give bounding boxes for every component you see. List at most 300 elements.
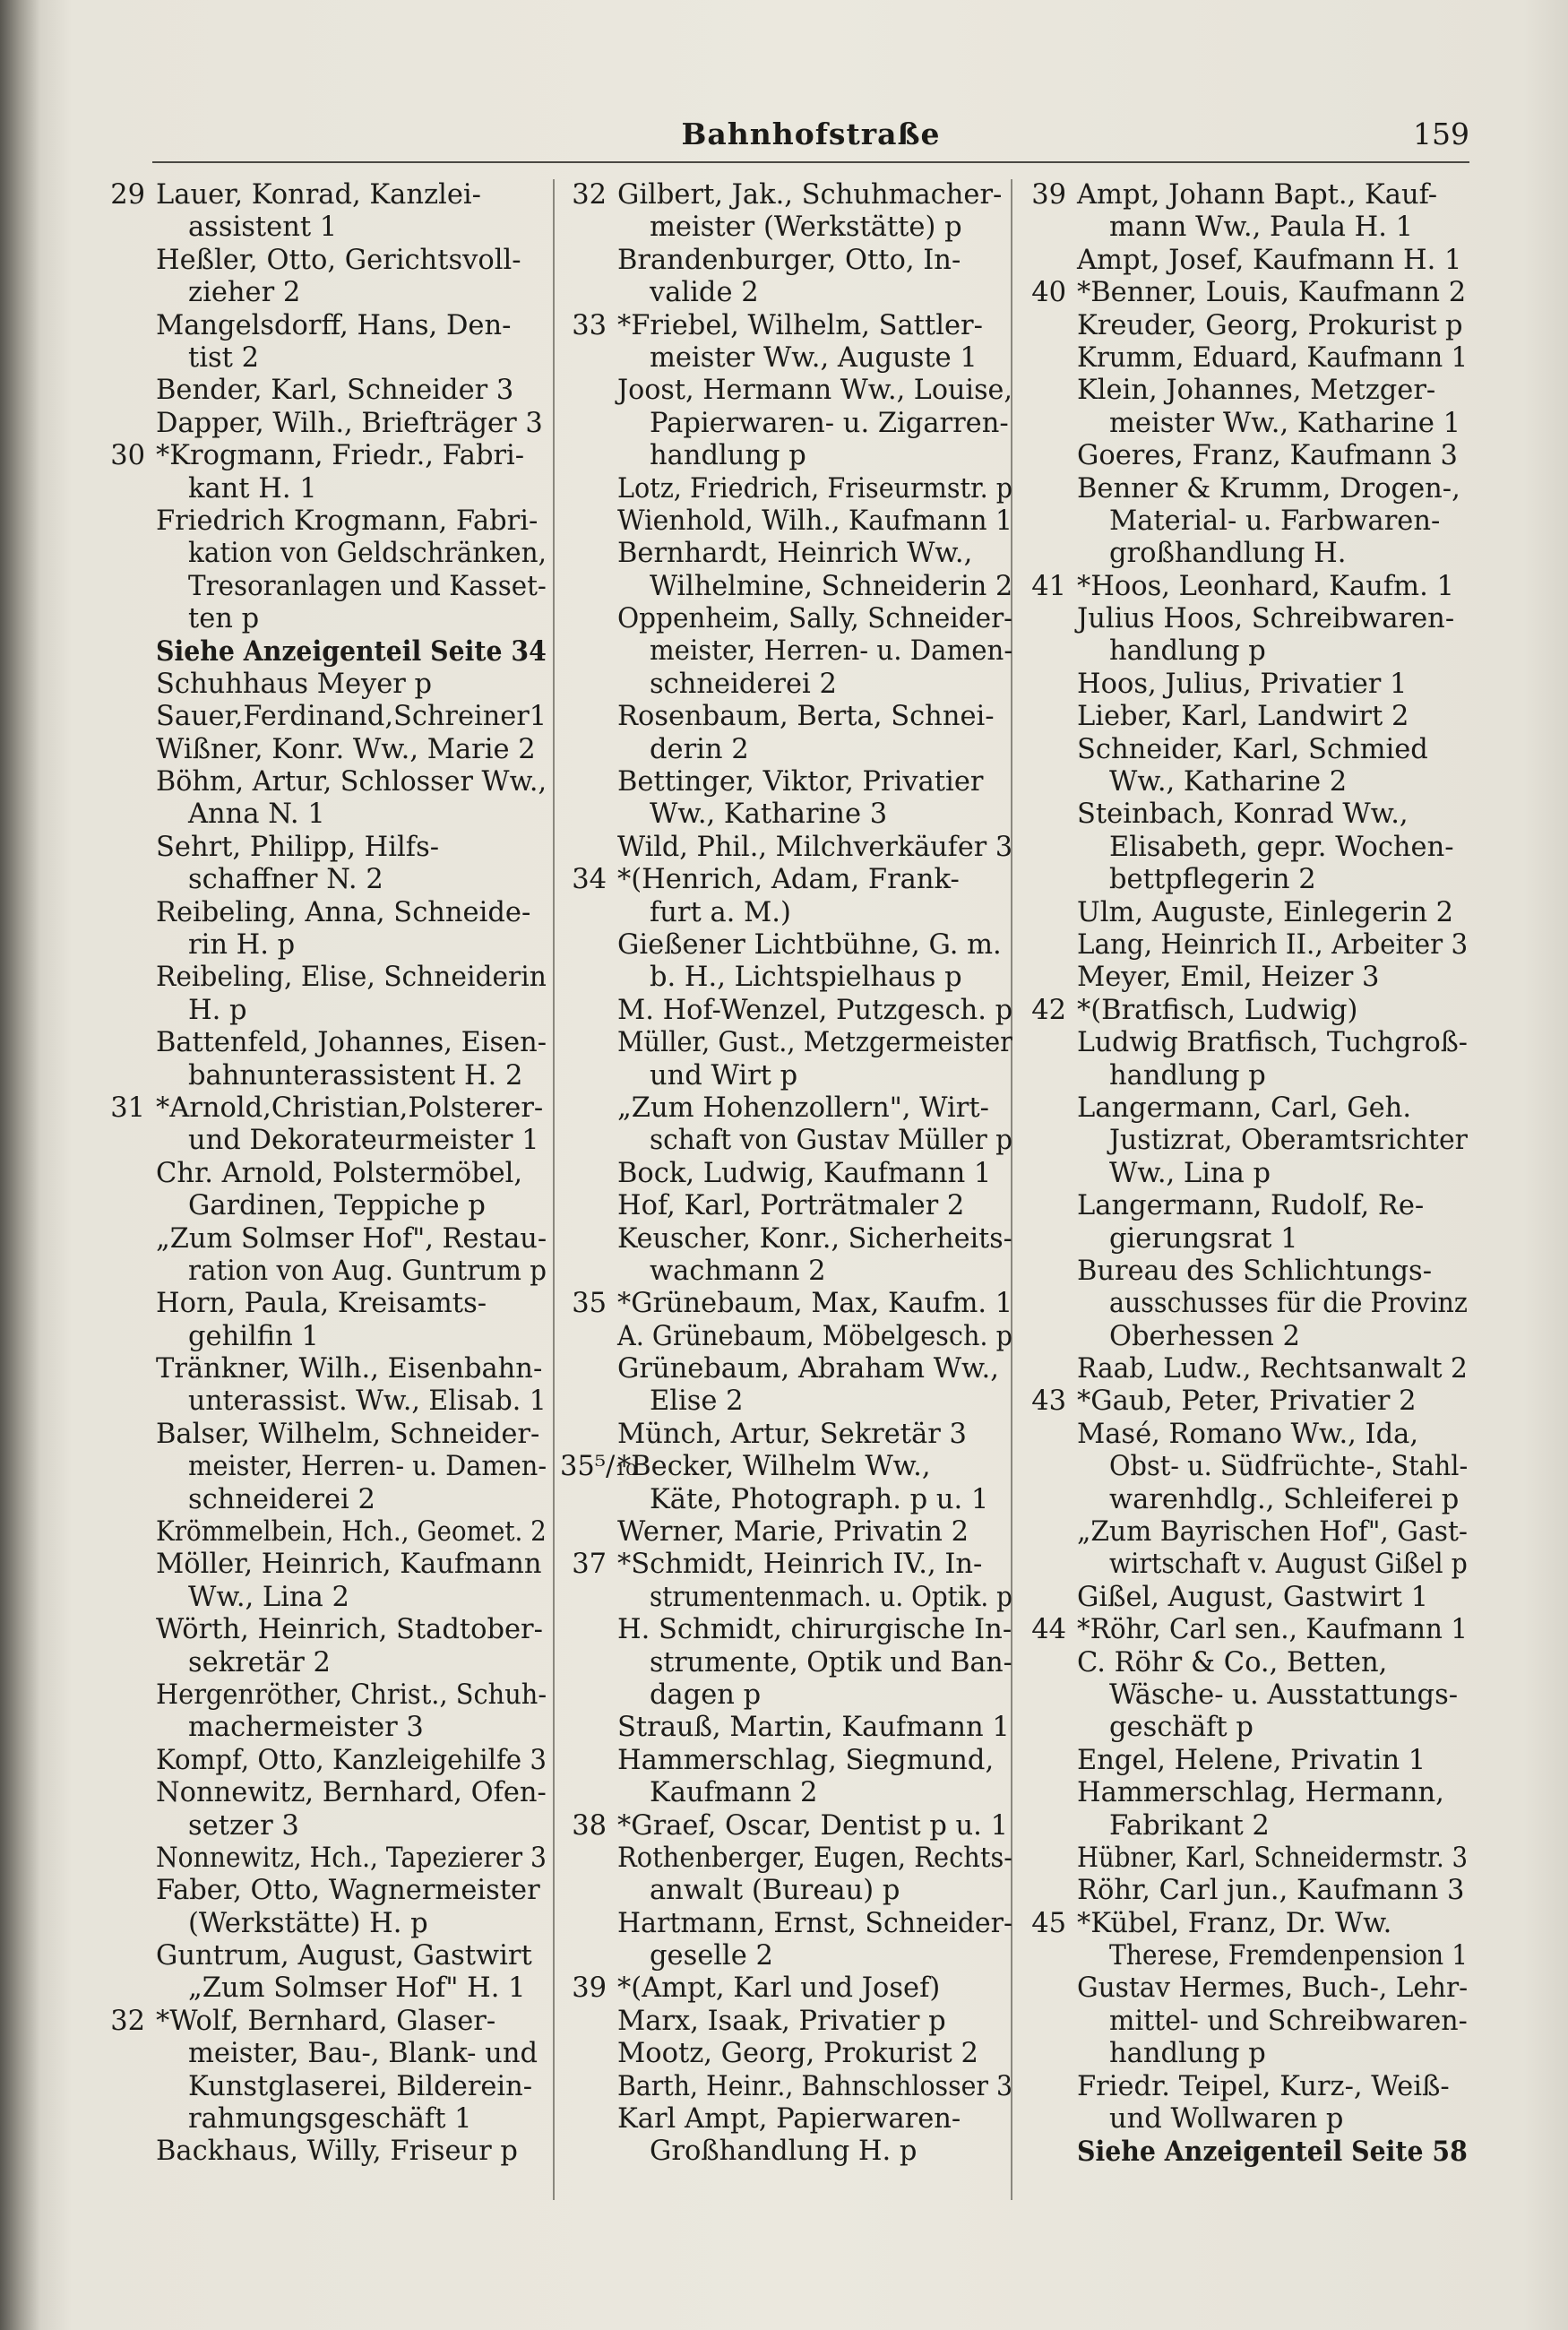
entry-text: Dapper, Wilh., Briefträger 3 bbox=[156, 407, 543, 439]
directory-entry-line bbox=[560, 1647, 1012, 1679]
directory-entry-line bbox=[1020, 505, 1468, 538]
entry-text: furt a. M.) bbox=[650, 896, 791, 928]
directory-entry-line bbox=[1020, 734, 1468, 766]
entry-text: schaffner N. 2 bbox=[188, 864, 383, 896]
entry-text: und Wirt p bbox=[650, 1059, 798, 1092]
entry-text: ten p bbox=[188, 603, 260, 635]
directory-entry-line bbox=[560, 342, 1012, 375]
directory-entry-line bbox=[99, 766, 547, 798]
directory-entry-line bbox=[560, 1353, 1012, 1385]
entry-text: Müller, Gust., Metzgermeister bbox=[617, 1027, 1012, 1059]
directory-entry-line bbox=[99, 1875, 547, 1907]
directory-entry-line bbox=[99, 1223, 547, 1256]
directory-entry-line bbox=[1020, 1288, 1468, 1320]
house-number: 42 bbox=[1031, 994, 1066, 1026]
entry-text: Lauer, Konrad, Kanzlei- bbox=[156, 179, 481, 211]
directory-entry-line bbox=[99, 1940, 547, 1972]
entry-text: Balser, Wilhelm, Schneider- bbox=[156, 1418, 540, 1450]
directory-entry-line bbox=[99, 1549, 547, 1581]
directory-entry-line bbox=[99, 1190, 547, 1222]
directory-entry-line bbox=[560, 832, 1012, 864]
entry-text: *Gaub, Peter, Privatier 2 bbox=[1077, 1385, 1417, 1418]
directory-entry-line bbox=[99, 2103, 547, 2136]
directory-entry-line bbox=[560, 473, 1012, 505]
entry-text: Ampt, Johann Bapt., Kauf- bbox=[1077, 179, 1438, 211]
entry-text: handlung p bbox=[650, 440, 806, 472]
advertisement-reference bbox=[99, 635, 547, 668]
entry-text: kant H. 1 bbox=[188, 472, 317, 505]
entry-text: Obst- u. Südfrüchte-, Stahl- bbox=[1109, 1451, 1469, 1483]
entry-text: Siehe Anzeigenteil Seite 58 bbox=[1077, 2136, 1468, 2169]
entry-text: setzer 3 bbox=[188, 1809, 299, 1842]
house-number: 35 bbox=[572, 1288, 607, 1320]
entry-text: Mootz, Georg, Prokurist 2 bbox=[617, 2038, 978, 2070]
directory-entry-line bbox=[1020, 635, 1468, 668]
directory-entry-line bbox=[99, 1353, 547, 1385]
directory-entry-line bbox=[99, 2071, 547, 2103]
entry-text: Heßler, Otto, Gerichtsvoll- bbox=[156, 244, 521, 276]
directory-entry-line bbox=[1020, 408, 1468, 440]
directory-entry-line bbox=[560, 1451, 1012, 1483]
entry-text: Sauer,Ferdinand,Schreiner1 bbox=[156, 701, 547, 733]
entry-text: warenhdlg., Schleiferei p bbox=[1109, 1483, 1460, 1515]
house-number: 30 bbox=[110, 440, 145, 472]
entry-text: Battenfeld, Johannes, Eisen- bbox=[156, 1027, 547, 1059]
entry-text: Raab, Ludw., Rechtsanwalt 2 bbox=[1077, 1353, 1468, 1385]
directory-entry-line bbox=[1020, 1777, 1468, 1809]
entry-text: Möller, Heinrich, Kaufmann bbox=[156, 1549, 542, 1581]
entry-text: Nonnewitz, Hch., Tapezierer 3 bbox=[156, 1842, 547, 1874]
directory-entry-line bbox=[1020, 1419, 1468, 1451]
directory-column-3 bbox=[1020, 179, 1468, 2169]
entry-text: Ampt, Josef, Kaufmann H. 1 bbox=[1077, 244, 1462, 276]
directory-entry-line bbox=[560, 1582, 1012, 1614]
house-number: 33 bbox=[572, 309, 607, 341]
entry-text: bettpflegerin 2 bbox=[1109, 864, 1316, 896]
directory-entry-line bbox=[560, 1484, 1012, 1516]
entry-text: Münch, Artur, Sekretär 3 bbox=[617, 1418, 967, 1450]
directory-entry-line bbox=[99, 1027, 547, 1059]
directory-entry-line bbox=[1020, 1582, 1468, 1614]
entry-text: Bock, Ludwig, Kaufmann 1 bbox=[617, 1157, 992, 1189]
directory-entry-line bbox=[99, 1712, 547, 1744]
entry-text: Bettinger, Viktor, Privatier bbox=[617, 766, 984, 798]
directory-entry-line bbox=[1020, 1060, 1468, 1092]
directory-entry-line bbox=[1020, 1484, 1468, 1516]
directory-entry-line bbox=[560, 1842, 1012, 1875]
directory-entry-line bbox=[99, 1614, 547, 1646]
entry-text: (Werkstätte) H. p bbox=[188, 1907, 428, 1939]
entry-text: Schneider, Karl, Schmied bbox=[1077, 733, 1428, 765]
entry-text: Lieber, Karl, Landwirt 2 bbox=[1077, 701, 1409, 733]
entry-text: Masé, Romano Ww., Ida, bbox=[1077, 1418, 1419, 1450]
entry-text: Kompf, Otto, Kanzleigehilfe 3 bbox=[156, 1744, 547, 1776]
directory-entry-line bbox=[560, 310, 1012, 342]
entry-text: *Röhr, Carl sen., Kaufmann 1 bbox=[1077, 1614, 1468, 1646]
entry-text: Ww., Katharine 3 bbox=[650, 798, 888, 831]
entry-text: anwalt (Bureau) p bbox=[650, 1875, 900, 1907]
directory-entry-line bbox=[1020, 701, 1468, 733]
house-number: 44 bbox=[1031, 1614, 1066, 1646]
entry-text: Ww., Lina p bbox=[1109, 1157, 1271, 1189]
directory-entry-line bbox=[560, 1875, 1012, 1907]
directory-entry-line bbox=[1020, 211, 1468, 244]
entry-text: „Zum Solmser Hof" H. 1 bbox=[188, 1972, 526, 2005]
entry-text: Werner, Marie, Privatin 2 bbox=[617, 1516, 969, 1549]
directory-entry-line bbox=[1020, 571, 1468, 603]
directory-entry-line bbox=[560, 245, 1012, 277]
entry-text: Hergenröther, Christ., Schuh- bbox=[156, 1678, 547, 1711]
directory-entry-line bbox=[560, 734, 1012, 766]
directory-entry-line bbox=[1020, 2006, 1468, 2038]
directory-entry-line bbox=[1020, 440, 1468, 472]
directory-entry-line bbox=[99, 408, 547, 440]
entry-text: Kunstglaserei, Bilderein- bbox=[188, 2070, 533, 2102]
entry-text: Böhm, Artur, Schlosser Ww., bbox=[156, 766, 547, 798]
entry-text: Keuscher, Konr., Sicherheits- bbox=[617, 1222, 1012, 1255]
directory-entry-line bbox=[560, 897, 1012, 929]
directory-entry-line bbox=[560, 962, 1012, 994]
entry-text: H. Schmidt, chirurgische In- bbox=[617, 1614, 1012, 1646]
directory-entry-line bbox=[560, 864, 1012, 896]
entry-text: schneiderei 2 bbox=[188, 1483, 375, 1515]
directory-entry-line bbox=[560, 179, 1012, 211]
directory-entry-line bbox=[1020, 1647, 1468, 1679]
entry-text: schaft von Gustav Müller p bbox=[650, 1125, 1013, 1157]
directory-entry-line bbox=[560, 440, 1012, 472]
entry-text: Langermann, Carl, Geh. bbox=[1077, 1092, 1412, 1124]
house-number: 40 bbox=[1031, 277, 1066, 309]
entry-text: Wißner, Konr. Ww., Marie 2 bbox=[156, 733, 536, 765]
entry-text: Fabrikant 2 bbox=[1109, 1809, 1270, 1842]
house-number: 38 bbox=[572, 1809, 607, 1842]
directory-entry-line bbox=[99, 701, 547, 733]
entry-text: unterassist. Ww., Elisab. 1 bbox=[188, 1385, 547, 1418]
directory-entry-line bbox=[99, 1158, 547, 1190]
directory-entry-line bbox=[99, 473, 547, 505]
directory-entry-line bbox=[1020, 1190, 1468, 1222]
directory-entry-line bbox=[560, 1223, 1012, 1256]
entry-text: sekretär 2 bbox=[188, 1646, 331, 1678]
entry-text: Röhr, Carl jun., Kaufmann 3 bbox=[1077, 1875, 1465, 1907]
directory-entry-line bbox=[99, 310, 547, 342]
entry-text: *Krogmann, Friedr., Fabri- bbox=[156, 440, 525, 472]
directory-entry-line bbox=[99, 1745, 547, 1777]
entry-text: *(Henrich, Adam, Frank- bbox=[617, 864, 960, 896]
directory-entry-line bbox=[99, 277, 547, 309]
entry-text: Oppenheim, Sally, Schneider- bbox=[617, 603, 1013, 635]
entry-text: Gilbert, Jak., Schuhmacher- bbox=[617, 179, 1003, 211]
entry-text: assistent 1 bbox=[188, 211, 338, 244]
entry-text: wirtschaft v. August Gißel p bbox=[1109, 1549, 1468, 1581]
directory-entry-line bbox=[560, 1190, 1012, 1222]
entry-text: geschäft p bbox=[1109, 1712, 1254, 1744]
directory-entry-line bbox=[99, 929, 547, 962]
entry-text: Bender, Karl, Schneider 3 bbox=[156, 375, 514, 407]
entry-text: handlung p bbox=[1109, 2038, 1266, 2070]
directory-entry-line bbox=[560, 1614, 1012, 1646]
directory-entry-line bbox=[1020, 375, 1468, 407]
entry-text: *Benner, Louis, Kaufmann 2 bbox=[1077, 277, 1467, 309]
directory-entry-line bbox=[99, 669, 547, 701]
directory-entry-line bbox=[1020, 962, 1468, 994]
directory-entry-line bbox=[99, 798, 547, 831]
entry-text: Steinbach, Konrad Ww., bbox=[1077, 798, 1409, 831]
directory-entry-line bbox=[1020, 2038, 1468, 2070]
directory-entry-line bbox=[1020, 1516, 1468, 1549]
directory-entry-line bbox=[99, 1484, 547, 1516]
entry-text: Rosenbaum, Berta, Schnei- bbox=[617, 701, 995, 733]
entry-text: Julius Hoos, Schreibwaren- bbox=[1077, 603, 1455, 635]
entry-text: ausschusses für die Provinz bbox=[1109, 1288, 1468, 1320]
directory-entry-line bbox=[560, 2071, 1012, 2103]
entry-text: Großhandlung H. p bbox=[650, 2136, 918, 2168]
directory-entry-line bbox=[560, 669, 1012, 701]
entry-text: Rothenberger, Eugen, Rechts- bbox=[617, 1842, 1013, 1874]
directory-entry-line bbox=[1020, 1614, 1468, 1646]
directory-entry-line bbox=[99, 2038, 547, 2070]
entry-text: Wäsche- u. Ausstattungs- bbox=[1109, 1678, 1459, 1711]
entry-text: Klein, Johannes, Metzger- bbox=[1077, 375, 1436, 407]
entry-text: Ww., Katharine 2 bbox=[1109, 766, 1348, 798]
entry-text: Oberhessen 2 bbox=[1109, 1320, 1300, 1352]
entry-text: strumentenmach. u. Optik. p bbox=[650, 1581, 1012, 1613]
entry-text: Anna N. 1 bbox=[188, 798, 325, 831]
directory-entry-line bbox=[99, 1908, 547, 1940]
entry-text: *Wolf, Bernhard, Glaser- bbox=[156, 2005, 496, 2037]
entry-text: gehilfin 1 bbox=[188, 1320, 319, 1352]
entry-text: M. Hof-Wenzel, Putzgesch. p bbox=[617, 994, 1013, 1026]
house-number: 34 bbox=[572, 864, 607, 896]
directory-entry-line bbox=[1020, 2071, 1468, 2103]
entry-text: Kreuder, Georg, Prokurist p bbox=[1077, 309, 1463, 341]
directory-entry-line bbox=[560, 1288, 1012, 1320]
entry-text: Langermann, Rudolf, Re- bbox=[1077, 1190, 1425, 1222]
entry-text: Mangelsdorff, Hans, Den- bbox=[156, 309, 512, 341]
directory-entry-line bbox=[1020, 245, 1468, 277]
directory-entry-line bbox=[99, 832, 547, 864]
directory-entry-line bbox=[1020, 538, 1468, 570]
entry-text: Backhaus, Willy, Friseur p bbox=[156, 2136, 518, 2168]
entry-text: „Zum Hohenzollern", Wirt- bbox=[617, 1092, 989, 1124]
entry-text: und Dekorateurmeister 1 bbox=[188, 1125, 539, 1157]
entry-text: Wilhelmine, Schneiderin 2 bbox=[650, 570, 1013, 602]
house-number: 39 bbox=[572, 1972, 607, 2005]
directory-entry-line bbox=[560, 1777, 1012, 1809]
entry-text: „Zum Bayrischen Hof", Gast- bbox=[1077, 1516, 1468, 1549]
house-number: 45 bbox=[1031, 1907, 1066, 1939]
entry-text: Reibeling, Elise, Schneiderin bbox=[156, 962, 547, 994]
entry-text: Kaufmann 2 bbox=[650, 1777, 818, 1809]
entry-text: geselle 2 bbox=[650, 1940, 773, 1972]
directory-entry-line bbox=[99, 1125, 547, 1157]
entry-text: bahnunterassistent H. 2 bbox=[188, 1059, 523, 1092]
directory-entry-line bbox=[560, 1712, 1012, 1744]
entry-text: Hammerschlag, Siegmund, bbox=[617, 1744, 995, 1776]
entry-text: Gustav Hermes, Buch-, Lehr- bbox=[1077, 1972, 1469, 2005]
directory-entry-line bbox=[560, 211, 1012, 244]
entry-text: Engel, Helene, Privatin 1 bbox=[1077, 1744, 1426, 1776]
entry-text: Ww., Lina 2 bbox=[188, 1581, 349, 1613]
entry-text: dagen p bbox=[650, 1678, 762, 1711]
directory-entry-line bbox=[1020, 342, 1468, 375]
entry-text: derin 2 bbox=[650, 733, 749, 765]
directory-entry-line bbox=[560, 571, 1012, 603]
directory-entry-line bbox=[560, 1321, 1012, 1353]
entry-text: b. H., Lichtspielhaus p bbox=[650, 962, 962, 994]
directory-entry-line bbox=[99, 1647, 547, 1679]
entry-text: Tresoranlagen und Kasset- bbox=[188, 570, 547, 602]
directory-entry-line bbox=[99, 1582, 547, 1614]
directory-entry-line bbox=[1020, 1125, 1468, 1157]
directory-entry-line bbox=[1020, 1679, 1468, 1712]
entry-text: Papierwaren- u. Zigarren- bbox=[650, 407, 1009, 439]
directory-entry-line bbox=[560, 1158, 1012, 1190]
directory-entry-line bbox=[99, 440, 547, 472]
entry-text: Gardinen, Teppiche p bbox=[188, 1190, 486, 1222]
entry-text: *Schmidt, Heinrich IV., In- bbox=[617, 1549, 983, 1581]
directory-entry-line bbox=[560, 995, 1012, 1027]
directory-entry-line bbox=[560, 1419, 1012, 1451]
directory-entry-line bbox=[99, 1451, 547, 1483]
entry-text: mittel- und Schreibwaren- bbox=[1109, 2005, 1468, 2037]
directory-entry-line bbox=[99, 1288, 547, 1320]
directory-entry-line bbox=[99, 1810, 547, 1842]
directory-entry-line bbox=[1020, 1256, 1468, 1288]
house-number: 41 bbox=[1031, 570, 1066, 602]
entry-text: Chr. Arnold, Polstermöbel, bbox=[156, 1157, 523, 1189]
entry-text: Wörth, Heinrich, Stadtober- bbox=[156, 1614, 543, 1646]
directory-entry-line bbox=[99, 1777, 547, 1809]
directory-column-1 bbox=[99, 179, 547, 2169]
entry-text: Gißel, August, Gastwirt 1 bbox=[1077, 1581, 1429, 1613]
entry-text: *Kübel, Franz, Dr. Ww. bbox=[1077, 1907, 1392, 1939]
entry-text: C. Röhr & Co., Betten, bbox=[1077, 1646, 1388, 1678]
entry-text: Justizrat, Oberamtsrichter bbox=[1109, 1125, 1468, 1157]
house-number: 31 bbox=[110, 1092, 145, 1124]
entry-text: meister, Herren- u. Damen- bbox=[650, 635, 1013, 668]
directory-entry-line bbox=[560, 2136, 1012, 2168]
entry-text: Tränkner, Wilh., Eisenbahn- bbox=[156, 1353, 543, 1385]
entry-text: Friedr. Teipel, Kurz-, Weiß- bbox=[1077, 2070, 1450, 2102]
directory-entry-line bbox=[99, 342, 547, 375]
directory-entry-line bbox=[99, 1060, 547, 1092]
entry-text: *Friebel, Wilhelm, Sattler- bbox=[617, 309, 983, 341]
entry-text: Friedrich Krogmann, Fabri- bbox=[156, 505, 538, 537]
directory-entry-line bbox=[1020, 1875, 1468, 1907]
directory-entry-line bbox=[99, 734, 547, 766]
directory-entry-line bbox=[1020, 1842, 1468, 1875]
entry-text: Faber, Otto, Wagnermeister bbox=[156, 1875, 540, 1907]
directory-entry-line bbox=[560, 635, 1012, 668]
entry-text: valide 2 bbox=[650, 277, 759, 309]
directory-entry-line bbox=[99, 603, 547, 635]
entry-text: tist 2 bbox=[188, 341, 260, 374]
entry-text: Hammerschlag, Hermann, bbox=[1077, 1777, 1444, 1809]
entry-text: Benner & Krumm, Drogen-, bbox=[1077, 472, 1460, 505]
directory-entry-line bbox=[560, 929, 1012, 962]
entry-text: ration von Aug. Guntrum p bbox=[188, 1255, 547, 1287]
entry-text: meister (Werkstätte) p bbox=[650, 211, 962, 244]
directory-entry-line bbox=[1020, 1908, 1468, 1940]
entry-text: mann Ww., Paula H. 1 bbox=[1109, 211, 1414, 244]
entry-text: strumente, Optik und Ban- bbox=[650, 1646, 1012, 1678]
directory-entry-line bbox=[99, 1972, 547, 2005]
entry-text: Ulm, Auguste, Einlegerin 2 bbox=[1077, 896, 1454, 928]
entry-text: Hof, Karl, Porträtmaler 2 bbox=[617, 1190, 965, 1222]
entry-text: großhandlung H. bbox=[1109, 538, 1347, 570]
entry-text: wachmann 2 bbox=[650, 1255, 826, 1287]
directory-entry-line bbox=[99, 1256, 547, 1288]
directory-entry-line bbox=[560, 277, 1012, 309]
directory-entry-line bbox=[560, 1549, 1012, 1581]
entry-text: Guntrum, August, Gastwirt bbox=[156, 1940, 532, 1972]
directory-entry-line bbox=[1020, 798, 1468, 831]
directory-entry-line bbox=[1020, 1092, 1468, 1125]
entry-text: Barth, Heinr., Bahnschlosser 3 bbox=[617, 2070, 1013, 2102]
entry-text: Schuhhaus Meyer p bbox=[156, 668, 433, 700]
entry-text: Ludwig Bratfisch, Tuchgroß- bbox=[1077, 1027, 1468, 1059]
directory-entry-line bbox=[1020, 766, 1468, 798]
directory-entry-line bbox=[560, 2103, 1012, 2136]
house-number: 37 bbox=[572, 1549, 607, 1581]
directory-entry-line bbox=[560, 1092, 1012, 1125]
entry-text: schneiderei 2 bbox=[650, 668, 837, 700]
directory-entry-line bbox=[560, 701, 1012, 733]
directory-entry-line bbox=[99, 995, 547, 1027]
entry-text: Nonnewitz, Bernhard, Ofen- bbox=[156, 1777, 547, 1809]
directory-entry-line bbox=[99, 2006, 547, 2038]
directory-entry-line bbox=[560, 1385, 1012, 1418]
directory-entry-line bbox=[560, 1745, 1012, 1777]
directory-entry-line bbox=[99, 2136, 547, 2168]
directory-entry-line bbox=[560, 1027, 1012, 1059]
entry-text: Grünebaum, Abraham Ww., bbox=[617, 1353, 999, 1385]
entry-text: Käte, Photograph. p u. 1 bbox=[650, 1483, 989, 1515]
directory-entry-line bbox=[1020, 929, 1468, 962]
directory-entry-line bbox=[1020, 1223, 1468, 1256]
entry-text: Reibeling, Anna, Schneide- bbox=[156, 896, 531, 928]
entry-text: meister Ww., Auguste 1 bbox=[650, 341, 978, 374]
directory-entry-line bbox=[1020, 864, 1468, 896]
directory-entry-line bbox=[1020, 995, 1468, 1027]
entry-text: gierungsrat 1 bbox=[1109, 1222, 1298, 1255]
directory-entry-line bbox=[1020, 310, 1468, 342]
entry-text: A. Grünebaum, Möbelgesch. p bbox=[617, 1320, 1013, 1352]
entry-text: H. p bbox=[188, 994, 247, 1026]
directory-entry-line bbox=[560, 1516, 1012, 1549]
directory-entry-line bbox=[1020, 1027, 1468, 1059]
directory-entry-line bbox=[1020, 2103, 1468, 2136]
directory-entry-line bbox=[560, 408, 1012, 440]
entry-text: *Becker, Wilhelm Ww., bbox=[617, 1451, 931, 1483]
directory-entry-line bbox=[1020, 1810, 1468, 1842]
directory-entry-line bbox=[560, 1060, 1012, 1092]
entry-text: *Arnold,Christian,Polsterer- bbox=[156, 1092, 544, 1124]
directory-entry-line bbox=[99, 245, 547, 277]
entry-text: Brandenburger, Otto, In- bbox=[617, 244, 961, 276]
house-number: 29 bbox=[110, 179, 145, 211]
directory-entry-line bbox=[1020, 1353, 1468, 1385]
entry-text: zieher 2 bbox=[188, 277, 301, 309]
directory-entry-line bbox=[99, 1092, 547, 1125]
directory-entry-line bbox=[1020, 1745, 1468, 1777]
directory-entry-line bbox=[99, 962, 547, 994]
directory-entry-line bbox=[560, 505, 1012, 538]
directory-entry-line bbox=[1020, 603, 1468, 635]
entry-text: Wienhold, Wilh., Kaufmann 1 bbox=[617, 505, 1013, 537]
entry-text: Therese, Fremdenpension 1 bbox=[1109, 1940, 1469, 1972]
